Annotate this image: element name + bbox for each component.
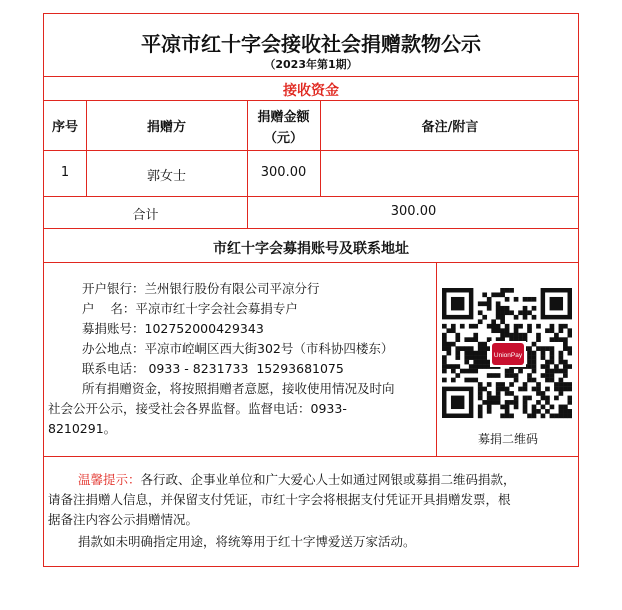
qr-code-icon[interactable]: [442, 288, 572, 428]
statement-line: 8210291。: [48, 421, 117, 436]
issue-subtitle: （2023年第1期）: [264, 58, 358, 71]
section-received-funds: 接收资金: [283, 83, 339, 99]
header-index: 序号: [51, 120, 78, 135]
column-divider: [320, 100, 321, 196]
statement-line: 所有捐赠资金，将按照捐赠者意愿，接收使用情况及时向: [82, 381, 395, 396]
bank-name: 开户银行：兰州银行股份有限公司平凉分行: [82, 281, 320, 296]
notice-line: [78, 470, 516, 490]
unionpay-badge-label: UnionPay: [493, 352, 523, 359]
total-value: 300.00: [390, 204, 437, 219]
header-remark: 备注/附言: [421, 120, 479, 135]
page-title: 平凉市红十字会接收社会捐赠款物公示: [141, 32, 481, 56]
divider: [44, 456, 578, 457]
divider: [44, 150, 578, 151]
notice-line: 捐款如未明确指定用途，将统筹用于红十字博爱送万家活动。: [78, 534, 416, 549]
notice-line: 据备注内容公示捐赠情况。: [48, 512, 199, 527]
row-amount: 300.00: [260, 165, 307, 180]
statement-line: 社会公开公示，接受社会各界监督。监督电话：0933-: [48, 401, 347, 416]
divider: [44, 196, 578, 197]
divider: [44, 262, 578, 263]
qr-caption: 募捐二维码: [477, 432, 538, 446]
total-label: 合计: [132, 208, 159, 223]
notice-label: 温馨提示：: [78, 472, 141, 487]
divider: [44, 76, 578, 77]
divider: [44, 100, 578, 101]
account-number: 募捐账号：102752000429343: [82, 321, 264, 336]
column-divider: [436, 262, 437, 456]
contact-phone: 联系电话： 0933 - 8231733 15293681075: [82, 361, 344, 376]
row-index: 1: [60, 165, 70, 180]
notice-line: 请备注捐赠人信息，并保留支付凭证，市红十字会将根据支付凭证开具捐赠发票，根: [48, 492, 511, 507]
account-section-title: 市红十字会募捐账号及联系地址: [213, 241, 409, 257]
header-amount: 捐赠金额: [257, 110, 310, 125]
notice-text: 各行政、企事业单位和广大爱心人士如通过网银或募捐二维码捐款，: [140, 472, 516, 487]
account-holder: 户 名：平凉市红十字会社会募捐专户: [82, 301, 298, 316]
office-address: 办公地点：平凉市崆峒区西大街302号（市科协四楼东）: [82, 341, 394, 356]
donation-notice-sheet: [43, 13, 579, 567]
header-donor: 捐赠方: [146, 120, 186, 135]
divider: [44, 228, 578, 229]
header-amount-unit: （元）: [263, 131, 303, 146]
row-donor: 郭女士: [146, 169, 186, 184]
